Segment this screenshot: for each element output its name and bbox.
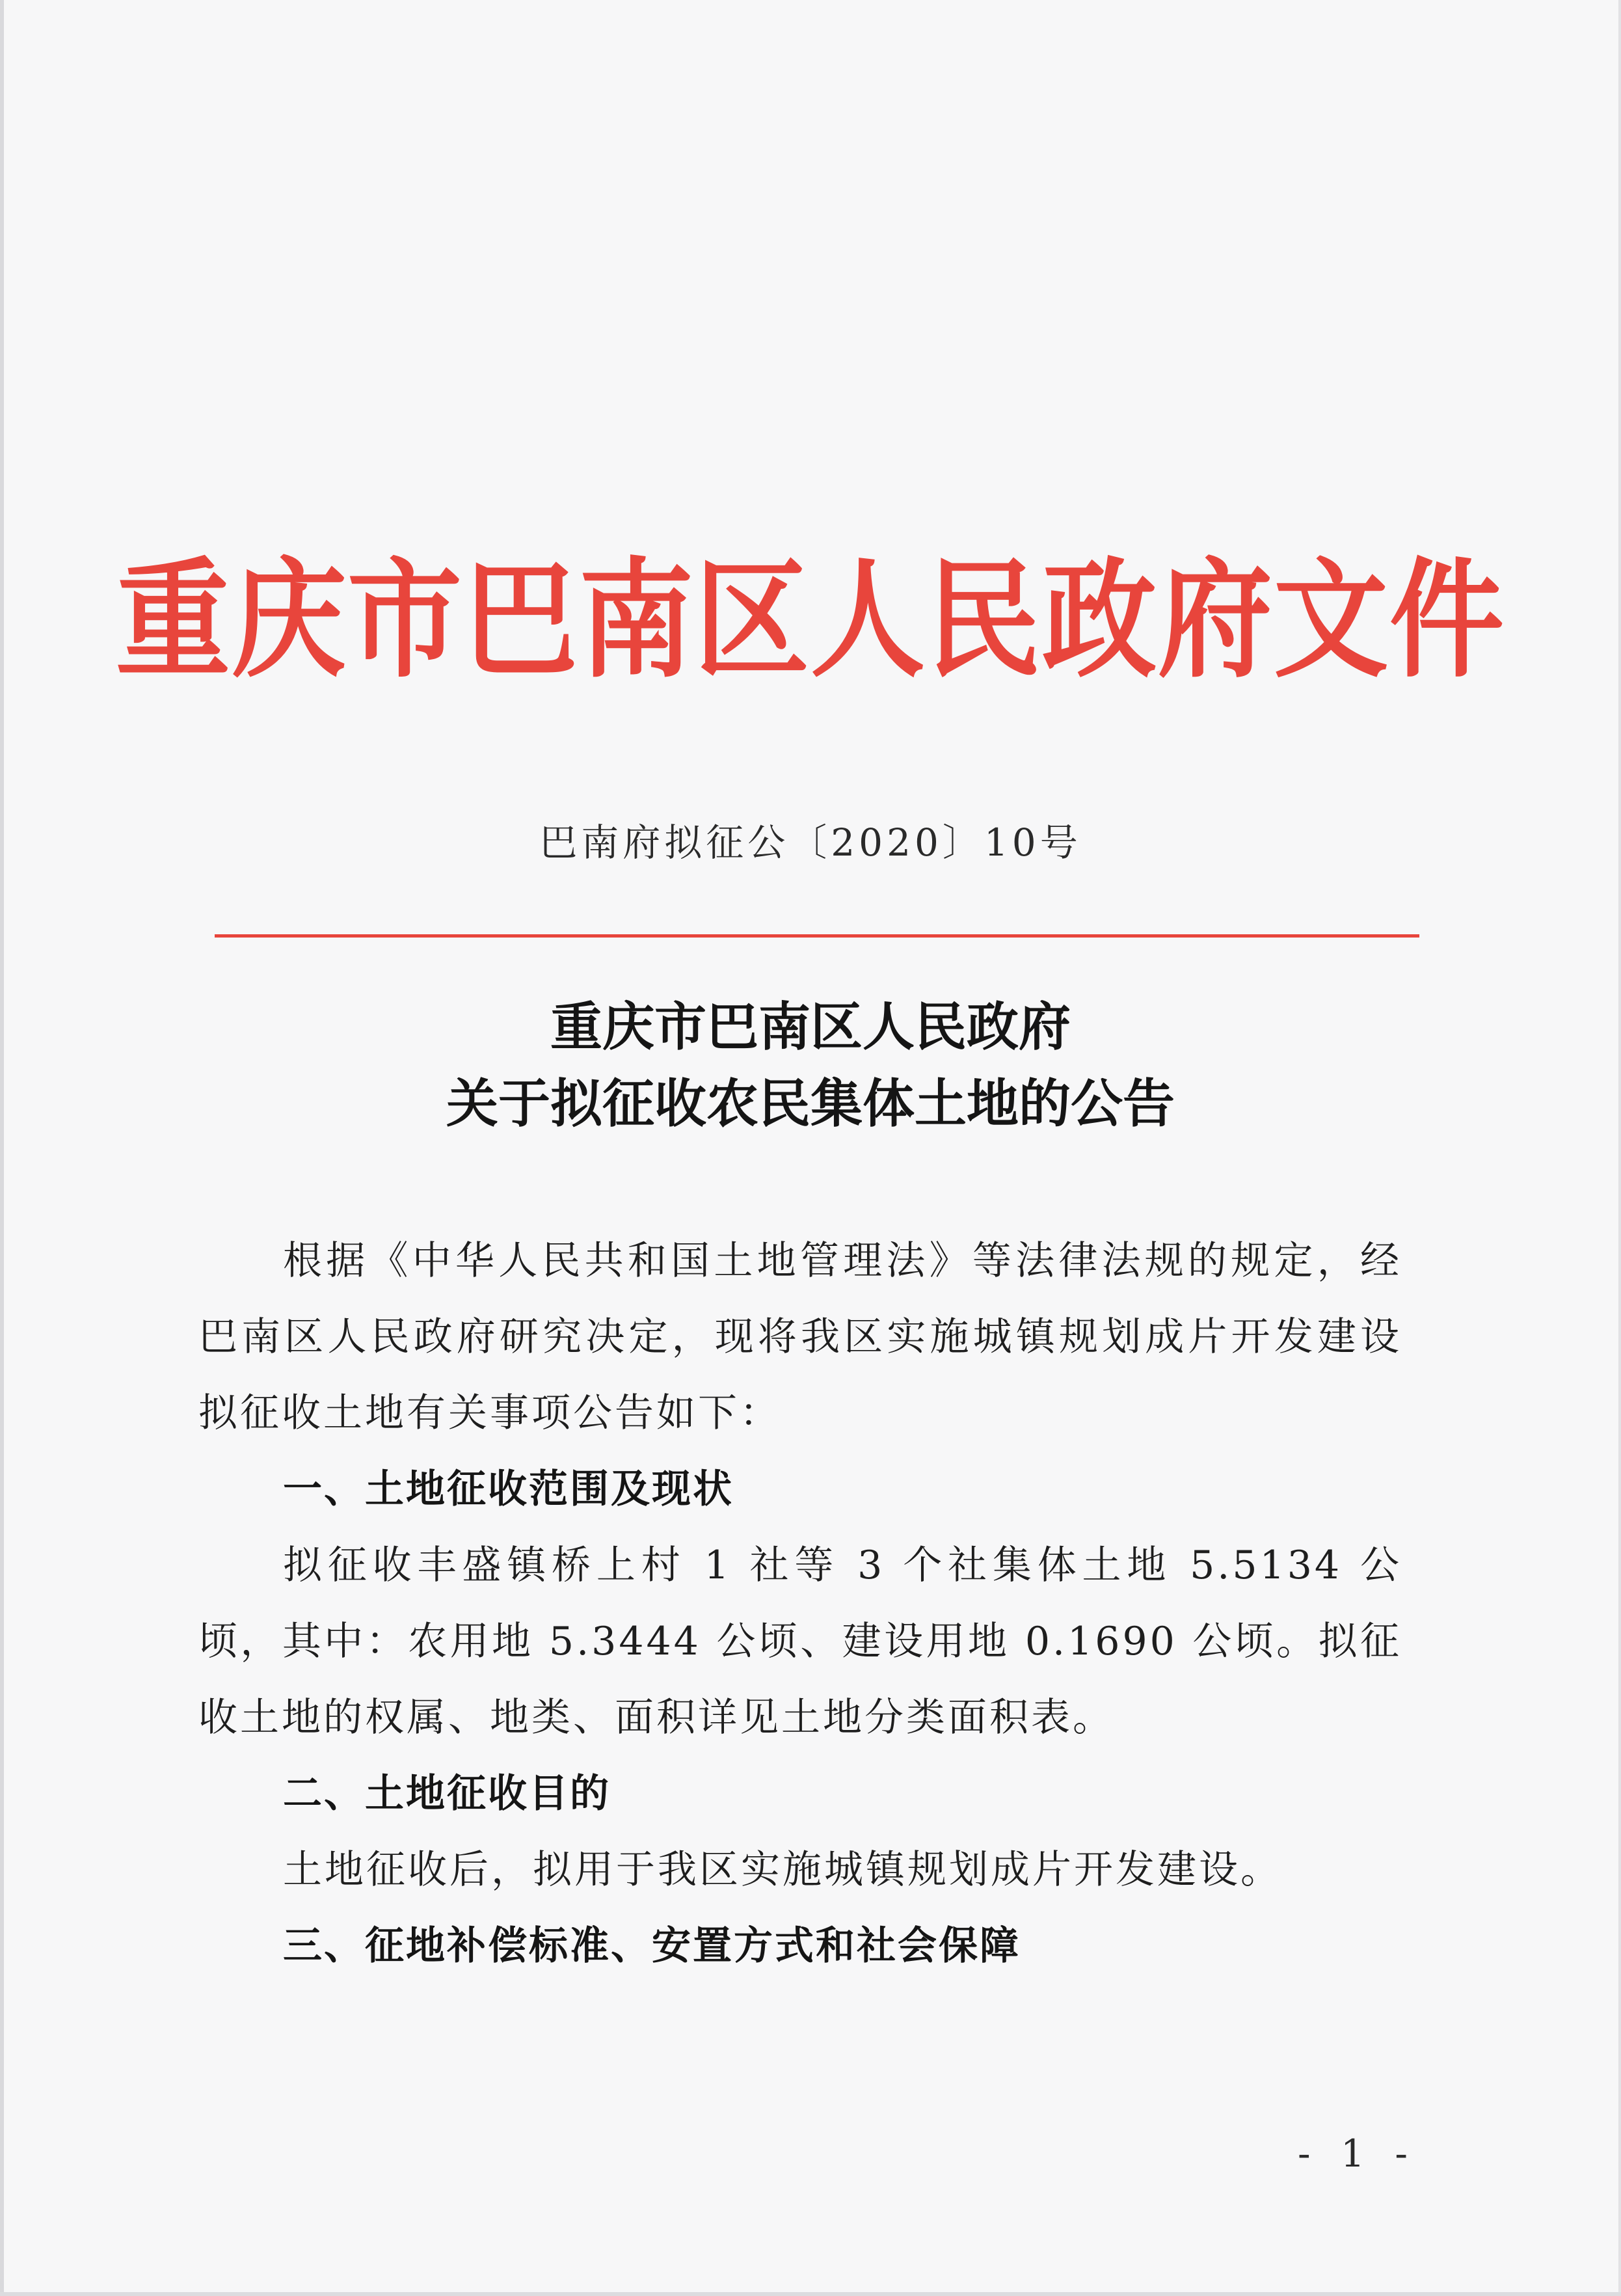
intro-paragraph: 根据《中华人民共和国土地管理法》等法律法规的规定，经巴南区人民政府研究决定，现将我区实施城镇规划成片开发建设拟征收土地有关事项公告如下： — [198, 1238, 1402, 1436]
scan-edge-right — [1618, 0, 1621, 2296]
document-masthead: 重庆市巴南区人民政府文件 — [115, 544, 1505, 696]
section-text-1: 拟征收丰盛镇桥上村 1 社等 3 个社集体土地 5.5134 公顷，其中：农用地 5.3444 公顷、建设用地 0.1690 公顷。拟征收土地的权属、地类、面积详见土地分类面积表。 — [198, 1543, 1402, 1740]
notice-title-line-1: 重庆市巴南区人民政府 — [550, 997, 1071, 1057]
notice-title — [0, 989, 1621, 1142]
notice-body — [198, 1223, 1402, 1984]
document-number: 巴南府拟征公〔2020〕10号 — [539, 820, 1082, 865]
red-divider-rule — [215, 934, 1419, 938]
scan-edge-bottom — [0, 2292, 1621, 2296]
section-heading-1: 一、土地征收范围及现状 — [283, 1466, 734, 1512]
notice-title-line-2: 关于拟征收农民集体土地的公告 — [446, 1074, 1175, 1134]
scan-edge-left — [0, 0, 4, 2296]
section-heading-2: 二、土地征收目的 — [283, 1771, 611, 1817]
page-number: - 1 - — [1298, 2131, 1417, 2176]
section-heading-3: 三、征地补偿标准、安置方式和社会保障 — [283, 1923, 1021, 1969]
section-text-2: 土地征收后，拟用于我区实施城镇规划成片开发建设。 — [283, 1847, 1282, 1893]
